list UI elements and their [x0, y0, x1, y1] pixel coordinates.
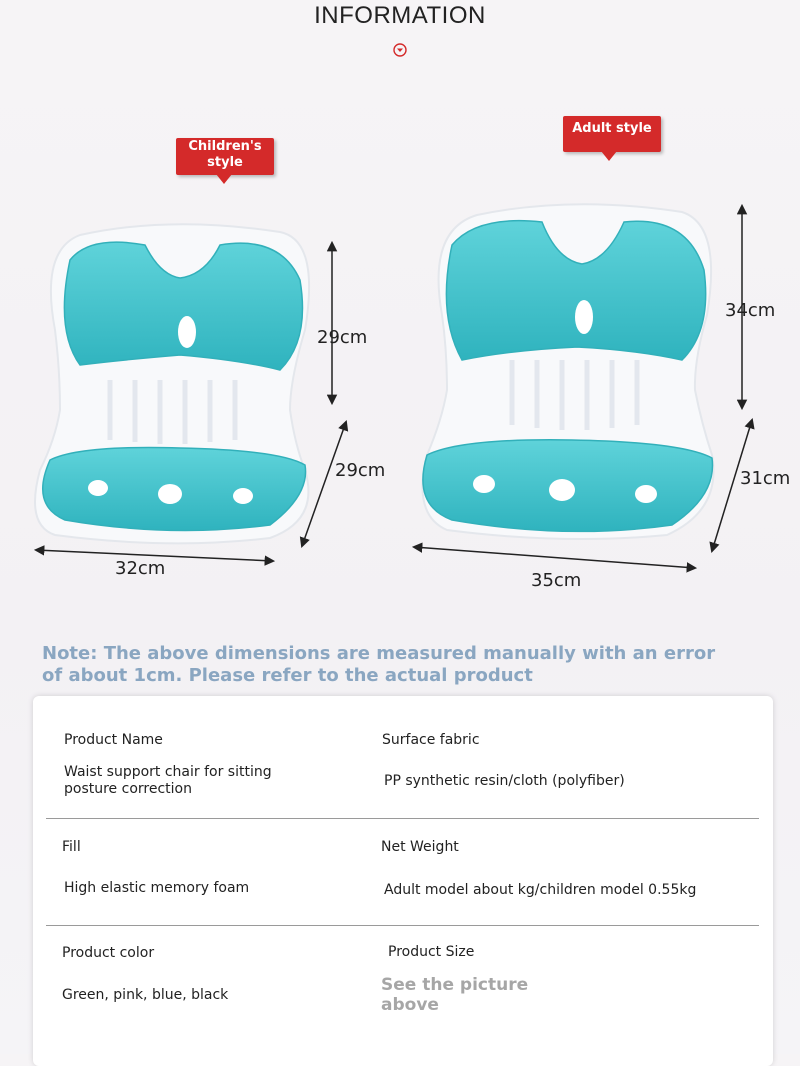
net-weight-value: Adult model about kg/children model 0.55kg [384, 882, 697, 898]
product-color-value: Green, pink, blue, black [62, 987, 229, 1003]
product-name-value-line1: Waist support chair for sitting [64, 764, 272, 780]
product-size-value [381, 975, 528, 1015]
product-name-value [64, 764, 344, 798]
children-width-label: 32cm [115, 558, 166, 579]
product-color-label: Product color [62, 945, 155, 961]
product-size-label: Product Size [388, 944, 475, 960]
adult-style-tag-label: Adult style [572, 121, 652, 136]
surface-fabric-label: Surface fabric [382, 732, 480, 748]
adult-height-label: 34cm [725, 300, 776, 321]
dimension-note: Note: The above dimensions are measured manually with an error of about 1cm. Please refer to the actual product [42, 643, 716, 686]
adult-depth-label: 31cm [740, 468, 791, 489]
children-style-tag-line1: Children's [188, 139, 262, 154]
net-weight-label: Net Weight [381, 839, 459, 855]
children-height-label: 29cm [317, 327, 368, 348]
surface-fabric-value: PP synthetic resin/cloth (polyfiber) [384, 773, 625, 789]
divider [46, 925, 759, 926]
product-name-label: Product Name [64, 732, 163, 748]
page-title: INFORMATION [314, 2, 486, 29]
divider [46, 818, 759, 819]
product-name-value-line2: posture correction [64, 781, 192, 797]
product-size-value-line2: above [381, 995, 439, 1015]
children-depth-label: 29cm [335, 460, 386, 481]
children-style-tag-line2: style [207, 155, 243, 170]
spec-card [33, 696, 773, 1066]
fill-label: Fill [62, 839, 81, 855]
fill-value: High elastic memory foam [64, 880, 250, 896]
adult-width-label: 35cm [531, 570, 582, 591]
product-size-value-line1: See the picture [381, 975, 529, 995]
